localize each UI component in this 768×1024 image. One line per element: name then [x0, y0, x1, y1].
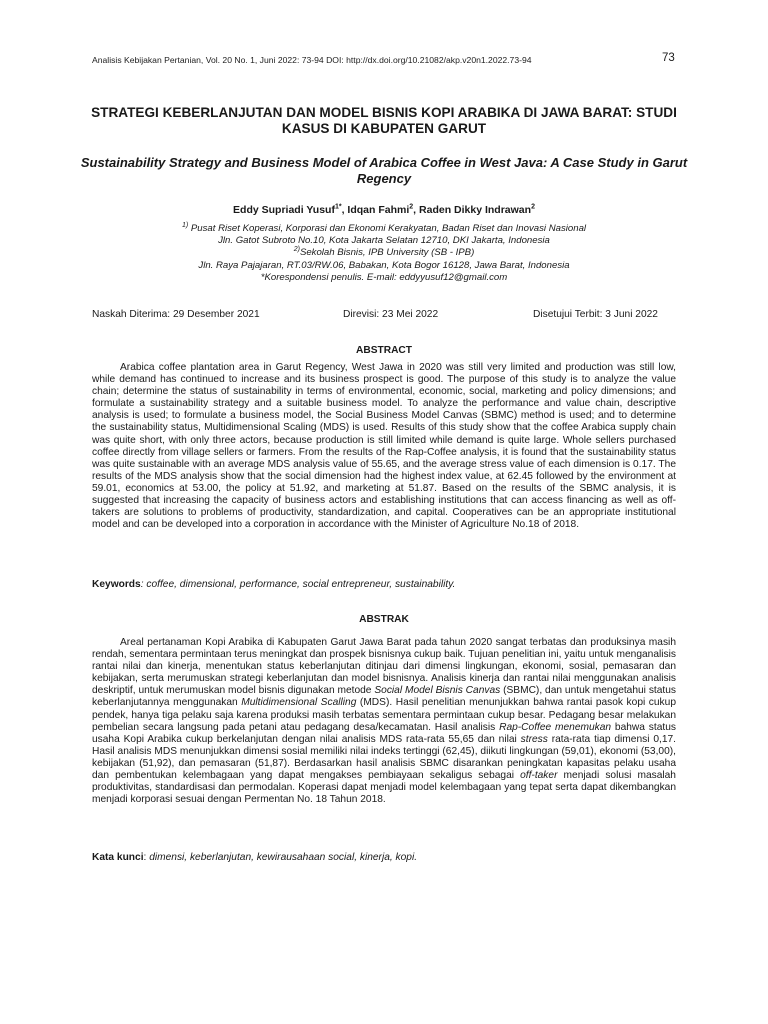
page-number: 73: [662, 52, 675, 64]
abstrak-text: Areal pertanaman Kopi Arabika di Kabupaten Garut Jawa Barat pada tahun 2020 sangat terbatas dan produksinya masih rendah, sementara permintaan terus meningkat dan prospek bisnisnya cukup baik. Tujuan penelitian ini, yaitu untuk menganalisis rantai nilai dan kinerja, menentukan status keberlanjutan ditinjau dari dimensi lingkungan, ekonomi, sosial, pemasaran dan kebijakan, serta merumuskan strategi keberlanjutan dan model bisnisnya. Analisis kinerja dan rantai nilai menggunakan analisis deskriptif, untuk merumuskan model bisnis digunakan metode: [92, 637, 676, 697]
kata-kunci-label: Kata kunci: [92, 852, 144, 863]
affiliation-text: Pusat Riset Koperasi, Korporasi dan Ekonomi Kerakyatan, Badan Riset dan Inovasi Nasional: [188, 223, 587, 234]
abstrak-italic-term: Rap-Coffee menemukan: [499, 721, 612, 733]
affiliation-line: Jln. Gatot Subroto No.10, Kota Jakarta Selatan 12710, DKI Jakarta, Indonesia: [218, 235, 550, 247]
author-separator: ,: [413, 204, 420, 216]
approved-date: Disetujui Terbit: 3 Juni 2022: [533, 309, 658, 320]
affiliation-line: [80, 247, 688, 259]
running-head: Analisis Kebijakan Pertanian, Vol. 20 No. 1, Juni 2022: 73-94 DOI: http://dx.doi.org/10.21082/akp.v20n1.2022.73-94: [92, 55, 532, 65]
keywords-text: : coffee, dimensional, performance, social entrepreneur, sustainability.: [140, 579, 456, 590]
author-name: Idqan Fahmi: [347, 204, 410, 216]
author-name: Raden Dikky Indrawan: [419, 204, 532, 216]
paper-subtitle: Sustainability Strategy and Business Model of Arabica Coffee in West Java: A Case Study in Garut Regency: [80, 155, 688, 186]
keywords-line: [92, 579, 676, 590]
affiliation-superscript: 2): [293, 246, 300, 254]
abstrak-italic-term: Multidimensional Scalling: [241, 697, 357, 709]
abstrak-heading: ABSTRAK: [359, 614, 409, 625]
author-superscript: 2: [531, 203, 535, 211]
revised-date: Direvisi: 23 Mei 2022: [343, 309, 439, 320]
abstract-body: Arabica coffee plantation area in Garut Regency, West Jawa in 2020 was still very limited and production was still low, while demand has continued to increase and its business prospect is good. The purpose of this study is to analyze the value chain; determine the status of sustainability in terms of environmental, economic, social, marketing and policy dimensions; and formulate a sustainability strategy and a suitable business model. To analyze the performance and value chain, descriptive analysis is used; to formulate a business model, the Social Business Model Canvas (SBMC) method is used; and to determine the sustainability status, Multidimensional Scaling (MDS) is used. Results of this study show that the coffee Arabica supply chain was quite short, with only three actors, because production is still limited while demand is quite large. Whole sellers purchased coffee directly from village sellers or farmers. From the results of the Rap-Coffee analysis, it is found that the sustainability status was quite sustainable with an average MDS analysis value of 55.65, and the average stress value of each dimension is 0.17. The results of the MDS analysis show that the social dimension had the highest index value, at 62.45 followed by the environment at 59.01, economics at 53.00, the policy at 51.92, and marketing at 51.87. Based on the results of the SBMC analysis, it is suggested that increasing the capacity of business actors and establishing institutions that can access financing as well as off-takers are solutions to problems of productivity, standardization, and capital. Cooperatives can be an appropriate institutional model and can be developed into a corporation in accordance with the Minister of Agriculture No.18 of 2018.: [92, 362, 676, 531]
abstrak-text: menjadi solusi masalah produktivitas, standardisasi dan permodalan. Koperasi dapat menjadi model kelembagaan yang tepat serta dapat dikembangkan menjadi korporasi sesuai dengan Permentan No. 18 Tahun 2018.: [92, 770, 676, 806]
abstrak-text: (MDS). Hasil penelitian menunjukkan bahwa rantai pasok kopi cukup pendek, hanya tiga pelaku saja karena produksi masih terbatas sementara permintaan cukup besar. Pedagang besar melakukan pembelian secara langsung pada petani atau pedagang desa/kecamatan. Hasil analisis: [92, 697, 676, 733]
abstrak-italic-term: stress: [520, 733, 548, 745]
paper-title: STRATEGI KEBERLANJUTAN DAN MODEL BISNIS KOPI ARABIKA DI JAWA BARAT: STUDI KASUS DI KABUPATEN GARUT: [91, 105, 677, 136]
keywords-label: Keywords: [92, 579, 141, 590]
abstrak-text: rata-rata tiap dimensi 0,17. Hasil analisis MDS menunjukkan dimensi sosial memiliki nilai indeks tertinggi (62,45), diikuti lingkungan (59,01), ekonomi (53,00), kebijakan (51,92), dan pemasaran (51,87). Berdasarkan hasil analisis SBMC disarankan peningkatan kapasitas pelaku usaha dan pembentukan kelembagaan yang dapat mengakses pembiayaan sekaligus sebagai: [92, 733, 677, 782]
received-date: Naskah Diterima: 29 Desember 2021: [92, 309, 260, 320]
abstrak-italic-term: Social Model Bisnis Canvas: [374, 685, 501, 697]
affiliations: [80, 223, 688, 284]
affiliation-superscript: 1): [181, 221, 189, 229]
kata-kunci-separator: :: [143, 852, 150, 863]
author-list: [80, 204, 688, 216]
author-separator: ,: [341, 204, 348, 216]
author-name: Eddy Supriadi Yusuf: [233, 204, 335, 216]
author-superscript: 2: [409, 203, 414, 211]
author-superscript: 1*: [334, 203, 342, 211]
kata-kunci-line: [92, 852, 676, 863]
abstrak-text: (SBMC), dan untuk mengetahui status keberlanjutannya menggunakan: [92, 685, 677, 709]
affiliation-line: Jln. Raya Pajajaran, RT.03/RW.06, Babakan, Kota Bogor 16128, Jawa Barat, Indonesia: [198, 259, 570, 271]
affiliation-text: Sekolah Bisnis, IPB University (SB - IPB): [299, 247, 475, 259]
abstract-heading: ABSTRACT: [355, 345, 413, 356]
abstrak-body: [92, 637, 676, 806]
kata-kunci-text: dimensi, keberlanjutan, kewirausahaan social, kinerja, kopi.: [149, 852, 418, 863]
abstrak-text: bahwa status usaha Kopi Arabika cukup berkelanjutan dengan nilai analisis MDS rata-rata 55,65 dan nilai: [92, 721, 676, 745]
abstrak-italic-term: off-taker: [520, 770, 558, 782]
affiliation-line: [80, 223, 688, 235]
correspondence-line: *Korespondensi penulis. E-mail: eddyyusuf12@gmail.com: [260, 271, 508, 283]
